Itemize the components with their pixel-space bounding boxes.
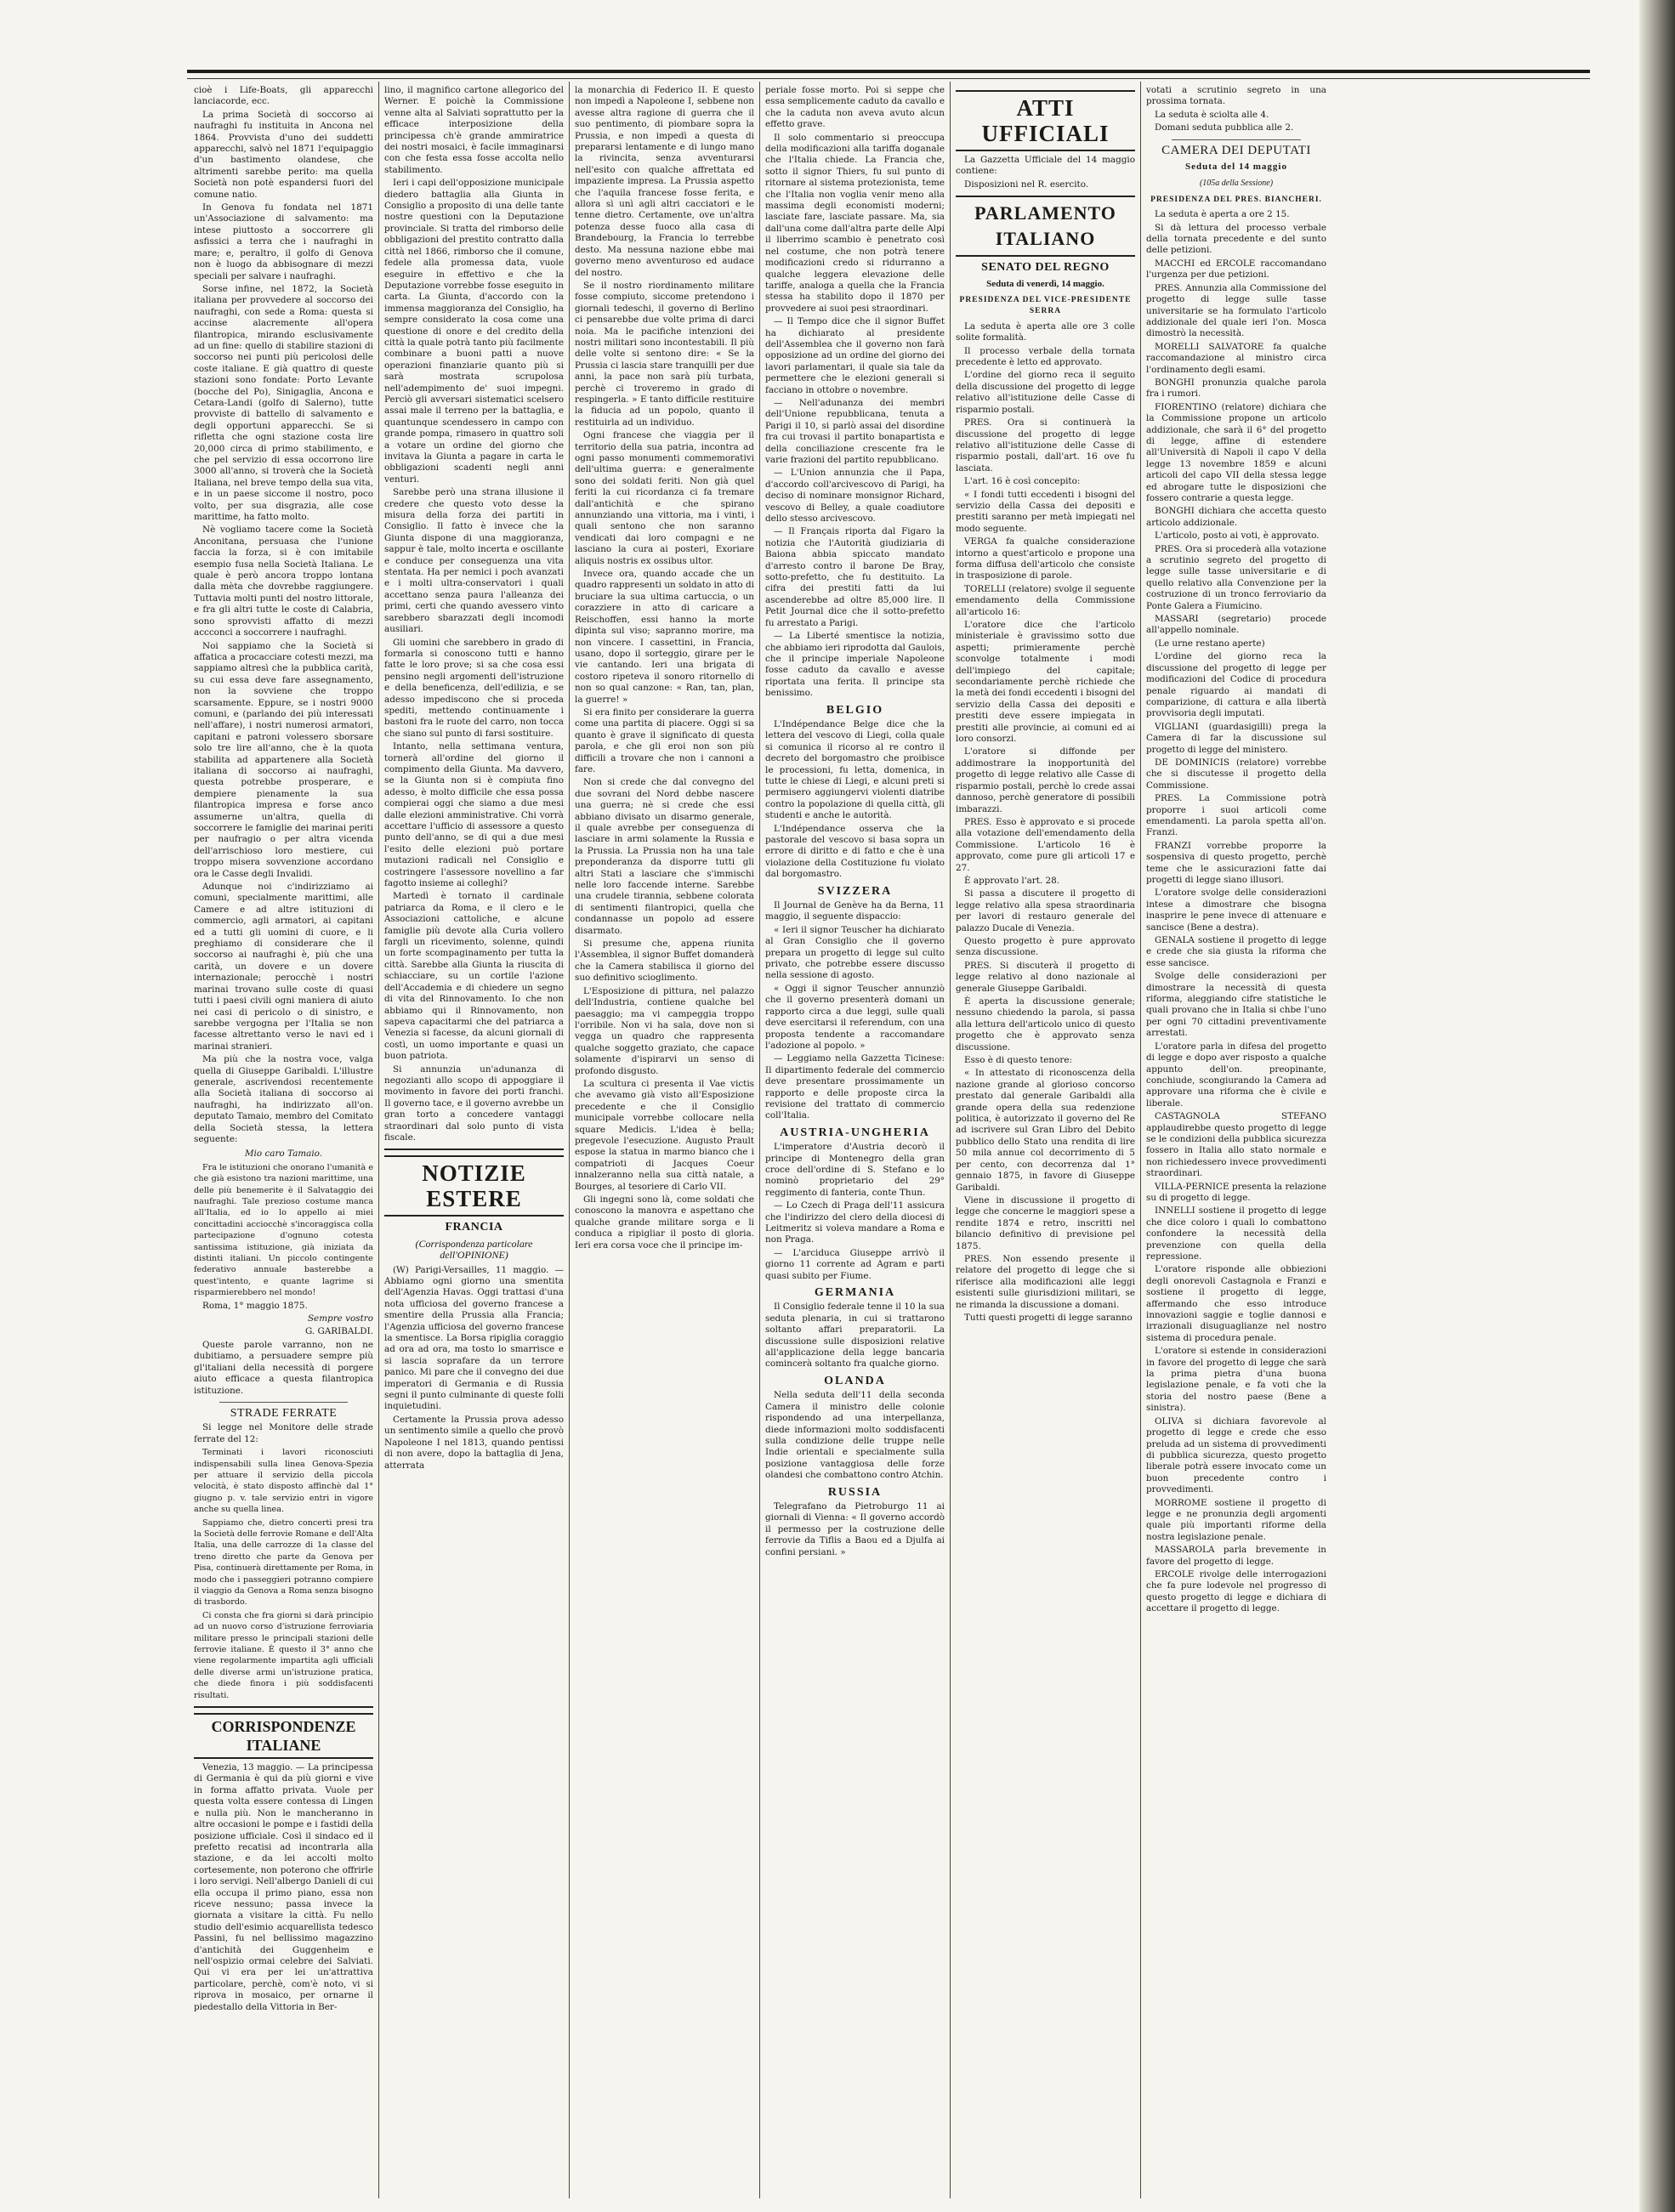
paragraph: (Le urne restano aperte) (1155, 638, 1265, 649)
paragraph: Venezia, 13 maggio. — La principessa di Germania è qui da più giorni e vive in forma affatto privata. Vuole per questa volta essere contessa di Lingen e nulla più. Non le mancheranno in altre occasioni le pompe e i fastidi della posizione ufficiale. Così il sindaco ed il prefetto recatisi ad incontrarla alla stazione, e da lei accolti molto cortesemente, non poterono che offrirle i loro servigi. Nell'albergo Danieli di cui ella occupa il primo piano, essa non riceve nessuno; passa invece la giornata a visitare la città. Fu nello studio dell'esimio acquarellista tedesco Passini, fu nel bellissimo magazzino d'antichità dei Guggenheim e nell'ospizio ormai celebre dei Salviati. Qui vi era per lei un'attrattiva particolare, perchè, com'è noto, vi si riprova in mosaico, per ornarne il piedestallo della Vittoria in Ber- (194, 1762, 373, 2012)
paragraph: Ci consta che fra giorni si darà principio ad un nuovo corso d'istruzione ferroviaria militare presso le principali stazioni delle ferrovie italiane. È questo il 3° anno che viene regolarmente impartita agli ufficiali delle diverse armi un'istruzione pratica, che diede finora i più soddisfacenti risultati. (194, 1610, 373, 1700)
paragraph: TORELLI (relatore) svolge il seguente emendamento della Commissione all'articolo 16: (956, 583, 1135, 617)
paragraph: (W) Parigi-Versailles, 11 maggio. — Abbiamo ogni giorno una smentita dell'Agenzia Havas. Oggi trattasi d'una nota ufficiosa del governo francese a smentire della Prussia alla Francia; l'Agenzia ufficiosa del governo francese la smentisce. La Borsa ripiglia coraggio ad ora ad ora, ma tosto lo smarrisce e si lascia soprafare da un terrore panico. Mi pare che il convegno dei due imperatori di Germania e di Russia segni il punto culminante di queste folli inquietudini. (384, 1264, 564, 1412)
column-4 (760, 82, 951, 2198)
paragraph: — L'Union annunzia che il Papa, d'accordo coll'arcivescovo di Parigi, ha deciso di nominare monsignor Richard, vescovo di Belley, a quale coadiutore dello stesso arcivescovo. (765, 468, 945, 525)
section-divider (384, 1149, 564, 1150)
letter-place-date: Roma, 1° maggio 1875. (202, 1300, 308, 1311)
column-3 (570, 82, 760, 2198)
paragraph: BONGHI pronunzia qualche parola fra i rumori. (1146, 377, 1326, 400)
paragraph: CASTAGNOLA STEFANO applaudirebbe questo progetto di legge se le condizioni della pubblica sicurezza fossero in Italia allo stato normale e non richiedessero invece provvedimenti straordinari. (1146, 1111, 1326, 1179)
paragraph: — Il Tempo dice che il signor Buffet ha dichiarato al presidente dell'Assemblea che il governo non farà opposizione ad un ordine del giorno dei lavori parlamentari, il quale sia tale da permettere che le elezioni generali si facciano in ottobre o novembre. (765, 316, 945, 395)
paragraph: Si passa a discutere il progetto di legge relativo alla spesa straordinaria per lavori di restauro generale del palazzo Ducale di Venezia. (956, 888, 1135, 933)
chamber-heading-camera: CAMERA DEI DEPUTATI (1161, 143, 1311, 157)
paragraph: Il Journal de Genève ha da Berna, 11 maggio, il seguente dispaccio: (765, 900, 945, 922)
paragraph: La seduta è sciolta alle 4. (1155, 109, 1269, 120)
paragraph: L'oratore dice che l'articolo ministeriale è gravissimo sotto due aspetti; primieramente perchè sconvolge totalmente i modi dell'impiego del capitale; secondariamente perchè richiede che la metà dei fondi eccedenti i bisogni del servizio della Cassa dei depositi e prestiti deve essere impiegata in prestiti alle provincie, ai comuni ed ai loro consorzi. (956, 620, 1135, 745)
sitting-date: Seduta di venerdì, 14 maggio. (986, 278, 1104, 289)
paragraph: DE DOMINICIS (relatore) vorrebbe che si discutesse il progetto della Commissione. (1146, 757, 1326, 791)
paragraph: PRES. Ora si procederà alla votazione a scrutinio segreto del progetto di legge sulle tasse universitarie e di quello relativo alla Convenzione per la costruzione di un tronco ferroviario da Ponte Galera a Fiumicino. (1146, 543, 1326, 611)
paragraph: Non si crede che dal convegno del due sovrani del Nord debbe nascere una guerra; nè si crede che essi abbiano divisato un disarmo generale, il quale avrebbe per conseguenza di lasciare in armi solamente la Russia e la Prussia. La Prussia non ha una tale preponderanza da disporre tutti gli altri Stati a lasciare che s'immischi nelle loro faccende interne. Sarebbe una crudele tirannia, sebbene colorata di sentimenti filantropici, quella che condannasse un popolo ad essere disarmato. (575, 777, 754, 936)
paragraph: GENALA sostiene il progetto di legge e crede che sia giusta la riforma che esse sancisce. (1146, 935, 1326, 968)
section-heading-corrispondenze: CORRISPONDENZE ITALIANE (194, 1713, 373, 1759)
paragraph: L'ordine del giorno reca la discussione del progetto di legge per modificazioni del Codice di procedura penale riguardo ai mandati di comparizione, di cattura e alla libertà provvisoria degli imputati. (1146, 651, 1326, 719)
paragraph: Sorse infine, nel 1872, la Società italiana per provvedere al soccorso dei naufraghi, con sede a Roma: questa si accinse alacremente all'opera filantropica, mirando esclusivamente ad un fine: quello di stabilire stazioni di soccorso nei punti più pericolosi delle coste italiane. E già quattro di queste stazioni sono fondate: Porto Levante (bocche del Po), Sinigaglia, Ancona e Cetara-Landi (golfo di Salerno), tutte provviste di battello di salvamento e degli opportuni apparecchi. Se si rifletta che ogni stazione costa lire 20,000 circa di primo stabilimento, e che pel servizio di essa occorrono lire 3000 all'anno, si troverà che la Società Italiana, nel breve tempo della sua vita, e in un paese siccome il nostro, poco volto, per sua disgrazia, alle cose marittime, ha fatto molto. (194, 283, 373, 523)
paragraph: Noi sappiamo che la Società si affatica a procacciare cotesti mezzi, ma sappiamo altresì che la pubblica carità, su cui essa deve fare assegnamento, non la sovviene che troppo scarsamente. Eppure, se i nostri 9000 comuni, e (parlando dei più interessati nell'affare), i nostri numerosi armatori, capitani e patroni volessero sborsare solo tre lire all'anno, che è la quota stabilita ad appartenere alla Società italiana di soccorso ai naufraghi, questa potrebbe prosperare, e dempiere pienamente la sua filantropica impresa e forse anco assumerne un'altra, quella di soccorrere le famiglie dei marinai periti per naufragio o per altra vicenda dell'arrischioso loro mestiere, cui troppo misera sovvenzione accordano ora le Casse degli Invalidi. (194, 640, 373, 879)
paragraph: Si dà lettura del processo verbale della tornata precedente e del sunto delle petizioni. (1146, 222, 1326, 256)
column-2 (379, 82, 570, 2198)
paragraph: « In attestato di riconoscenza della nazione grande al glorioso concorso prestato dal generale Garibaldi alla grande opera della sua redenzione politica, è autorizzato il governo del Re ad iscrivere sul Gran Libro del Debito pubblico dello Stato una rendita di lire 50 mila annue col decorrimento di 5 per cento, con decorrenza dal 1° gennaio 1875, in favore di Giuseppe Garibaldi. (956, 1068, 1135, 1193)
paragraph: Ma più che la nostra voce, valga quella di Giuseppe Garibaldi. L'illustre generale, ascrivendosi recentemente alla Società italiana di soccorso ai naufraghi, ha indirizzato all'on. deputato Tamaio, membro del Comitato della Società stessa, la lettera seguente: (194, 1054, 373, 1144)
column-1 (189, 82, 379, 2198)
paragraph: Svolge delle considerazioni per dimostrare la necessità di questa riforma, aleggiando cifre statistiche le quali provano che in Italia si chbe l'uno per ogni 70 cittadini preventivamente arrestati. (1146, 971, 1326, 1039)
paragraph: La scultura ci presenta il Vae victis che avevamo già visto all'Esposizione precedente e che il Consiglio municipale vorrebbe collocare nella square Medicis. L'idea è bella; pregevole l'esecuzione. Augusto Prault espose la statua in marmo bianco che i compatrioti di Jacques Coeur innalzeranno nella sua città natale, a Bourges, al tesoriere di Carlo VII. (575, 1078, 754, 1192)
country-heading-germania: GERMANIA (814, 1286, 896, 1300)
paragraph: Si presume che, appena riunita l'Assemblea, il signor Buffet domanderà che la Camera stabilisca il giorno del suo definitivo scioglimento. (575, 939, 754, 984)
country-heading-olanda: OLANDA (824, 1374, 886, 1387)
section-heading-atti-ufficiali: ATTI UFFICIALI (956, 90, 1135, 151)
paragraph: L'Indépendance Belge dice che la lettera del vescovo di Liegi, colla quale si comunica il ricorso al re contro il decreto del borgomastro che proibisce le processioni, fu letta, domenica, in tutte le chiese di Liegi, e alcuni preti si permisero aggiungervi violenti diatribe contro la popolazione di quella città, gli studenti e anche le autorità. (765, 718, 945, 821)
paragraph: cioè i Life-Boats, gli apparecchi lanciacorde, ecc. (194, 85, 373, 107)
country-heading-belgio: BELGIO (826, 703, 884, 717)
paragraph: PRES. Ora si continuerà la discussione del progetto di legge relativo all'istituzione delle Casse di risparmio postali, dall'art. 16 ove fu lasciata. (956, 417, 1135, 474)
paragraph: Tutti questi progetti di legge saranno (964, 1312, 1133, 1323)
page-binding-edge (1639, 0, 1675, 2212)
paragraph: Sarebbe però una strana illusione il credere che questo voto desse la misura della forza dei partiti in Consiglio. Il fatto è invece che la Giunta dispone di una maggioranza, sappur è tale, molto incerta e oscillante e conduce per conseguenza una vita stentata. Ha per nemici i poch avanzati e i molti ultra-conservatori i quali accettano senza paura l'alleanza dei primi, certi che quando avessero vinto sarebbero sbarazzati degli incomodi ausiliari. (384, 487, 564, 635)
country-heading-austria: AUSTRIA-UNGHERIA (780, 1126, 930, 1139)
paragraph: L'oratore si estende in considerazioni in favore del progetto di legge che sarà la prima pietra d'una buona legislazione penale, e fa voti che la storia del nostro paese (Bene a sinistra). (1146, 1346, 1326, 1414)
paragraph: — Nell'adunanza dei membri dell'Unione repubblicana, tenuta a Parigi il 10, si parlò assai del disordine fra cui trovasi il partito bonapartista e della conciliazione crescente fra le varie frazioni del partito repubblicano. (765, 397, 945, 465)
paragraph: Il Consiglio federale tenne il 10 la sua seduta plenaria, in cui si trattarono soltanto affari preparatorii. La discussione sulle disposizioni relative all'applicazione della legge bancaria comincerà soltanto fra qualche giorno. (765, 1302, 945, 1370)
paragraph: Gli uomini che sarebbero in grado di formarla si conoscono tutti e hanno fatte le loro prove; si sa che cosa essi pensino negli argomenti dell'istruzione e della beneficenza, dell'edilizia, e se adesso impediscono che si proceda spediti, mettendo continuamente i bastoni fra le ruote del carro, non tocca che siano sul punto di farsi sostituire. (384, 637, 564, 739)
session-note: (105a della Sessione) (1199, 179, 1274, 189)
paragraph: — L'arciduca Giuseppe arrivò il giorno 11 corrente ad Agram e parti quasi subito per Fiume. (765, 1247, 945, 1281)
section-divider (219, 1402, 348, 1403)
paragraph: « I fondi tutti eccedenti i bisogni del servizio della Cassa dei depositi e prestiti saranno per metà impiegati nel modo seguente. (956, 489, 1135, 534)
paragraph: votati a scrutinio segreto in una prossima tornata. (1146, 85, 1326, 107)
presidency-line: PRESIDENZA DEL VICE-PRESIDENTE SERRA (959, 296, 1132, 316)
paragraph: Domani seduta pubblica alle 2. (1155, 122, 1294, 133)
paragraph: PRES. Si discuterà il progetto di legge relativo al dono nazionale al generale Giuseppe Garibaldi. (956, 960, 1135, 994)
paragraph: Si annunzia un'adunanza di negozianti allo scopo di appoggiare il movimento in favore dei porti franchi. Il governo tace, e il governo avrebbe un gran torto a concedere vantaggi straordinari dal solo punto di vista fiscale. (384, 1063, 564, 1143)
paragraph: MASSAROLA parla brevemente in favore del progetto di legge. (1146, 1545, 1326, 1567)
letter-signature: G. GARIBALDI. (304, 1326, 373, 1337)
paragraph: OLIVA si dichiara favorevole al progetto di legge e crede che esso preluda ad un sistema di provvedimenti di pubblica sicurezza, questo progetto liberale potrà essere invocato come un buon precedente contro i provvedimenti. (1146, 1415, 1326, 1495)
paragraph: — Leggiamo nella Gazzetta Ticinese: Il dipartimento federale del commercio deve presentare prossimamente un rapporto e delle proposte circa la revisione del trattato di commercio coll'Italia. (765, 1053, 945, 1121)
paragraph: Ieri i capi dell'opposizione municipale diedero battaglia alla Giunta in Consiglio a proposito di una delle tante nostre questioni con la Deputazione provinciale. Si tratta del rimborso delle obbligazioni del prestito contratto dalla città nel 1866, rimborso che il comune, fedele alla promessa data, vuole eseguire in effettivo e che la Deputazione vorrebbe fosse eseguito in carta. La Giunta, d'accordo con la immensa maggioranza del Consiglio, ha sempre considerato la cosa come una questione di onore e del credito della città la quale potrà tanto più facilmente combinare a buoni patti a nuove operazioni finanziarie quanto più si sarà mostrata scrupolosa nell'adempimento de' suoi impegni. Perciò gli avversari sistematici scelsero assai male il terreno per la battaglia, e quantunque scendessero in campo con grande pompa, rimasero in quattro soli a votare un ordine del giorno che invitava la Giunta a pagare in carta le obbligazioni scadenti negli anni venturi. (384, 178, 564, 485)
paragraph: Se il nostro riordinamento militare fosse compiuto, siccome pretendono i giornali tedeschi, il governo di Berlino ci pensarebbe due volte prima di darci noia. Ma le pacifiche intenzioni dei nostri militari sono incontestabili. Il più delle volte si sentono dire: « Se la Prussia ci lascia stare tranquilli per due anni, la pace non sarà più turbata, perchè ci troveremo in grado di respingerla. » E tanto difficile restituire la fiducia ad un popolo, quanto il restituirla ad un individuo. (575, 280, 754, 428)
paragraph: ERCOLE rivolge delle interrogazioni che fa pure lodevole nel progresso di questo progetto di legge e dichiara di accettare il progetto di legge. (1146, 1568, 1326, 1614)
paragraph: Esso è di questo tenore: (964, 1055, 1072, 1066)
paragraph: L'oratore si diffonde per addimostrare la inopportunità del progetto di legge relativo alle Casse di risparmio postali, perchè lo crede assai dannoso, perchè generatore di possibili imbarazzi. (956, 746, 1135, 814)
paragraph: L'oratore risponde alle obbiezioni degli onorevoli Castagnola e Franzi e sostiene il progetto di legge, affermando che esso introduce innovazioni saggie e toglie dannosi e irrazionali disuguaglianze nel nostro sistema di procedura penale. (1146, 1264, 1326, 1343)
paragraph: « Ieri il signor Teuscher ha dichiarato al Gran Consiglio che il governo prepara un progetto di legge sul culto privato, che potrebbe essere discusso nella sessione di agosto. (765, 924, 945, 981)
paragraph: Viene in discussione il progetto di legge che concerne le maggiori spese a rendite 1874 e retro, inscritti nel bilancio definitivo di previsione pel 1875. (956, 1194, 1135, 1251)
paragraph: È approvato l'art. 28. (964, 875, 1060, 886)
paragraph: Gli ingegni sono là, come soldati che conoscono la manovra e aspettano che qualche grande militare sorga e li conduca a ripigliar il posto di gloria. Ieri era corsa voce che il principe im- (575, 1194, 754, 1251)
paragraph: Si era finito per considerare la guerra come una partita di piacere. Oggi si sa quanto è grave il significato di questa parola, e che gli eroi non son più difficili a trovare che non i cannoni a fare. (575, 706, 754, 774)
country-heading-russia: RUSSIA (827, 1485, 883, 1499)
paragraph: MORELLI SALVATORE fa qualche raccomandazione al ministro circa l'ordinamento degli esami. (1146, 341, 1326, 375)
correspondence-note: (Corrispondenza particolare dell'OPINIONE) (415, 1237, 533, 1262)
paragraph: VIGLIANI (guardasigilli) prega la Camera di far la discussione sul progetto di legge del ministero. (1146, 721, 1326, 755)
country-heading-svizzera: SVIZZERA (817, 884, 893, 898)
columns (189, 82, 1583, 2198)
paragraph: L'imperatore d'Austria decorò il principe di Montenegro della gran croce dell'ordine di S. Stefano e lo nominò proprietario del 29° reggimento di fanteria, conte Thun. (765, 1142, 945, 1198)
paragraph: PRES. Esso è approvato e si procede alla votazione dell'emendamento della Commissione. L'articolo 16 è approvato, come pure gli articoli 17 e 27. (956, 816, 1135, 873)
paragraph: Certamente la Prussia prova adesso un sentimento simile a quello che provò Napoleone I nel 1813, quando pentissi di non avere, dopo la battaglia di Jena, atterrata (384, 1414, 564, 1471)
section-divider (1172, 139, 1301, 140)
paragraph: VERGA fa qualche considerazione intorno a quest'articolo e propone una forma diffusa dell'articolo che consiste in trasposizione di parole. (956, 536, 1135, 581)
paragraph: Martedì è tornato il cardinale patriarca da Roma, e il clero e le Associazioni cattoliche, e alcune famiglie più devote alla Curia vollero fargli un ricevimento, solenne, quindi un forte scompaginamento per tutta la città. Sarebbe alla Giunta la riuscita di schiacciare, su un cortile l'azione dell'Accademia e di chiedere un segno di vita del Rinnovamento. Io che non abbiamo qui il Rinnovamento, non sapeva capacitarmi che del patriarca a Venezia si facesse, da alcuni giornali di costì, un uomo importante e quasi un buon patriota. (384, 891, 564, 1062)
paragraph: Queste parole varranno, non ne dubitiamo, a persuadere sempre più gl'italiani della necessità di porgere aiuto efficace a questa filantropica istituzione. (194, 1339, 373, 1396)
paragraph: la monarchia di Federico II. E questo non impedì a Napoleone I, sebbene non avesse altra ragione di guerra che il suo pentimento, di piombare sopra la Prussia, e non impedì a questa di prepararsi lentamente e di lungo mano la rivincita, senza avventurarsi nell'esito con qualche affrettata ed impaziente impresa. La Prussia aspetto che l'aquila francese fosse ferita, e allora sì unì agli altri cacciatori e le tenne dietro. Certamente, ove un'altra potenza desse fuoco alla casa di Brandebourg, la Francia lo terrebbe desto. Ma nessuna nazione ebbe mai governo meno avventuroso ed audace del nostro. (575, 85, 754, 278)
subsection-heading-francia: FRANCIA (445, 1221, 503, 1234)
paragraph: BONGHI dichiara che accetta questo articolo addizionale. (1146, 506, 1326, 528)
paragraph: L'oratore parla in difesa del progetto di legge e dopo aver risposto a qualche appunto dell'on. preopinante, conchiude, scongiurando la Camera ad approvare una riforma che è civile e liberale. (1146, 1041, 1326, 1109)
paragraph: Disposizioni nel R. esercito. (964, 179, 1089, 190)
paragraph: FRANZI vorrebbe proporre la sospensiva di questo progetto, perchè teme che le assicurazioni fatte dai progetti di legge siano illusori. (1146, 840, 1326, 885)
paragraph: Adunque noi c'indirizziamo ai comuni, specialmente marittimi, alle Camere e ad altre istituzioni di commercio, agli armatori, ai capitani ed a tutti gli uomini di cuore, e li preghiamo di considerare che il soccorso ai naufraghi è, più che una carità, un dovere e un dovere internazionale; perocchè i nostri marinai trovano sulle coste di quasi tutti i paesi civili ogni maniera di aiuto nei casi di pericolo o di sinistro, e sarebbe vergogna per l'Italia se non facesse altrettanto verso le navi ed i marinai stranieri. (194, 882, 373, 1052)
paragraph: INNELLI sostiene il progetto di legge che dice coloro i quali lo combattono confondere la necessità della prevenzione con quella della repressione. (1146, 1205, 1326, 1262)
paragraph: — La Liberté smentisce la notizia, che abbiamo ieri riprodotta dal Gaulois, che il principe imperiale Napoleone fosse caduto da cavallo e avesse riportata una ferita. Il principe sta benissimo. (765, 631, 945, 699)
paragraph: La prima Società di soccorso ai naufraghi fu instituita in Ancona nel 1864. Provvista d'uno dei suddetti apparecchi, salvò nel 1871 l'equipaggio d'un bastimento olandese, che altrimenti sarebbe perito: ma quella Società non potè espandersi fuori del comune natio. (194, 109, 373, 200)
section-heading-notizie-estere: NOTIZIE ESTERE (384, 1155, 564, 1217)
paragraph: Nè vogliamo tacere come la Società Anconitana, persuasa che l'unione faccia la forza, si è con imitabile esempio fusa nella Società Italiana. Le quale è però ancora troppo lontana dalla mèta che dovrebbe raggiungere. Tuttavia molti punti del nostro littorale, e fra gli altri tutte le coste di Calabria, sono sprovvisti affatto di mezzi accconci a soccorrere i naufraghi. (194, 525, 373, 638)
paragraph: FIORENTINO (relatore) dichiara che la Commissione propone un articolo addizionale, che sarà il 6° del progetto di legge, affine di estendere all'Università di Napoli il capo V della legge 13 novembre 1859 e alcuni articoli del capo VII della stessa legge ed abrogare tutte le disposizioni che fossero contrarie a questa legge. (1146, 401, 1326, 503)
paragraph: lino, il magnifico cartone allegorico del Werner. E poichè la Commissione venne alta al Salviati soprattutto per la efficace interposizione della principessa ch'è grande ammiratrice dei nostri mosaici, è facile immaginarsi con che festa essa fosse accolta nello stabilimento. (384, 85, 564, 175)
column-6 (1141, 82, 1331, 2198)
paragraph: L'ordine del giorno reca il seguito della discussione del progetto di legge relativo all'istituzione delle Casse di risparmio postali. (956, 370, 1135, 415)
paragraph: — Il Français riporta dal Figaro la notizia che l'Autorità giudiziaria di Baiona abbia spiccato mandato d'arresto contro il barone De Bray, sotto-prefetto, che fu destituito. La cifra dei prestiti fatti da lui ascenderebbe ad oltre 85,000 lire. Il Petit Journal dice che il sotto-prefetto fu arrestato a Parigi. (765, 526, 945, 628)
presidency-line: PRESIDENZA DEL PRES. BIANCHERI. (1150, 195, 1322, 204)
paragraph: Si legge nel Monitore delle strade ferrate del 12: (194, 1422, 373, 1444)
paragraph: Il processo verbale della tornata precedente è letto ed approvato. (956, 345, 1135, 368)
sitting-date: Seduta del 14 maggio (1185, 162, 1287, 173)
paragraph: periale fosse morto. Poi si seppe che essa semplicemente caduto da cavallo e che la caduta non aveva avuto alcun effetto grave. (765, 85, 945, 130)
paragraph: È aperta la discussione generale; nessuno chiedendo la parola, si passa alla lettura dell'articolo unico di questo progetto che è approvato senza discussione. (956, 996, 1135, 1052)
paragraph: PRES. Annunzia alla Commissione del progetto di legge sulle tasse universitarie se ha formulato l'articolo addizionale del quale ieri l'on. Mosca dimostrò la necessità. (1146, 282, 1326, 339)
paragraph: L'Indépendance osserva che la pastorale del vescovo si basa sopra un errore di diritto e di fatto e che è una violazione della Costituzione fu violato dal borgomastro. (765, 823, 945, 880)
paragraph: L'art. 16 è così concepito: (964, 476, 1081, 487)
letter-body: Fra le istituzioni che onorano l'umanità e che già esistono tra nazioni marittime, una delle più benemerite è il Salvataggio dei naufraghi. Tale prezioso costume manca all'Italia, ed io lo appello ai miei concittadini acciocchè s'incoraggisca colla partecipazione d'ognuno cotesta santissima istituzione, già iniziata da distinti italiani. Un piccolo contingente federativo annuale basterebbe a quest'intento, e quante lagrime si risparmierebbero nel mondo! (194, 1162, 373, 1298)
paragraph: « Oggi il signor Teuscher annunziò che il governo presenterà domani un rapporto circa a due leggi, sulle quali deve esercitarsi il referendum, con una proposta tendente a raccomandare l'adozione al popolo. » (765, 983, 945, 1051)
paragraph: Invece ora, quando accade che un quadro rappresenti un soldato in atto di bruciare la sua ultima cartuccia, o un corazziere in atto di caricare a Reischoffen, essi hanno la morte dipinta sul viso; sapranno morire, ma non vincere. I cassettini, in Francia, usano, dopo il sorteggio, girare per le vie cantando. Ieri una brigata di costoro ripeteva il sonoro ritornello di non so qual canzone: « Ran, tan, plan, la guerre! » (575, 569, 754, 705)
paragraph: La Gazzetta Ufficiale del 14 maggio contiene: (956, 155, 1135, 177)
paragraph: PRES. La Commissione potrà proporre i suoi articoli come emendamenti. La parola spetta all'on. Franzi. (1146, 793, 1326, 838)
paragraph: L'Esposizione di pittura, nel palazzo dell'Industria, contiene qualche bel paesaggio; ma vi campeggia troppo l'orribile. Non vi ha sala, dove non si vegga un quadro che rappresenta qualche soggetto graziato, che capace solamente d'ispirarvi un senso di profondo disgusto. (575, 985, 754, 1076)
masthead-rule (187, 70, 1590, 73)
paragraph: Telegrafano da Pietroburgo 11 ai giornali di Vienna: « Il governo accordò il permesso per la costruzione delle ferrovie da Tiflis a Baou ed a Djulfa ai confini persiani. » (765, 1500, 945, 1557)
paragraph: — Lo Czech di Praga dell'11 assicura che l'indirizzo del clero della diocesi di Leitmeritz si voleva mandare a Roma e non Praga. (765, 1200, 945, 1245)
paragraph: VILLA-PERNICE presenta la relazione su di progetto di legge. (1146, 1181, 1326, 1203)
paragraph: In Genova fu fondata nel 1871 un'Associazione di salvamento: ma intese piuttosto a soccorrere gli asfissici a terra che i naufraghi in mare; e, peraltro, il golfo di Genova non è luogo da abbisognare di mezzi speciali per salvare i naufraghi. (194, 202, 373, 281)
paragraph: La seduta è aperta alle ore 3 colle solite formalità. (956, 320, 1135, 343)
paragraph: MASSARI (segretario) procede all'appello nominale. (1146, 614, 1326, 636)
section-divider (194, 1706, 373, 1708)
paragraph: Sappiamo che, dietro concerti presi tra la Società delle ferrovie Romane e dell'Alta Italia, una delle carrozze di 1a classe del treno diretto che parte da Genova per Pisa, continuerà direttamente per Roma, in modo che i passeggieri potranno compiere il viaggio da Genova a Roma senza bisogno di trasbordo. (194, 1517, 373, 1608)
letter-salutation: Mio caro Tamaio. (244, 1149, 323, 1160)
paragraph: L'oratore svolge delle considerazioni intese a dimostrare che bisogna inasprire le pene invece di attenuare e sancisce (Bene a destra). (1146, 888, 1326, 933)
section-heading-strade-ferrate: STRADE FERRATE (230, 1406, 338, 1420)
paragraph: Terminati i lavori riconosciuti indispensabili sulla linea Genova-Spezia per attuare il servizio della piccola velocità, è stato disposto affinchè dal 1° giugno p. v. tale servizio entri in vigore anche su quella linea. (194, 1448, 373, 1515)
paragraph: Nella seduta dell'11 della seconda Camera il ministro delle colonie rispondendo ad una interpellanza, diede informazioni molto soddisfacenti sulla condizione delle truppe nelle Indie orientali e specialmente sulla posizione vantaggiosa delle forze olandesi che combattono contro Atchin. (765, 1390, 945, 1481)
column-5 (951, 82, 1141, 2198)
paragraph: La seduta è aperta a ore 2 15. (1155, 209, 1290, 220)
paragraph: MACCHI ed ERCOLE raccomandano l'urgenza per due petizioni. (1146, 258, 1326, 281)
paragraph: Ogni francese che viaggia per il territorio della sua patria, incontra ad ogni passo monumenti commemorativi dell'ultima guerra: e generalmente sono dei soldati feriti. Non già quel feriti la cui ricordanza ci fa tremare dall'antichità e che spirano annunziando una vittoria, ma i vinti, i quali sentono che non saranno vendicati dai loro compagni e ne lasciano la cura ai posteri, Exoriare aliquis nostris ex ossibus ultor. (575, 430, 754, 566)
chamber-heading-senato: SENATO DEL REGNO (981, 261, 1110, 275)
masthead-rule-thin (187, 78, 1590, 79)
paragraph: PRES. Non essendo presente il relatore del progetto di legge che si riferisce alla modificazioni alle leggi esistenti sulle giurisdizioni militari, se ne rimanda la discussione a domani. (956, 1253, 1135, 1310)
letter-closing: Sempre vostro (307, 1313, 373, 1324)
paragraph: Intanto, nella settimana ventura, tornerà all'ordine del giorno il compimento della Giunta. Ma davvero, se la Giunta non si è compiuta fino adesso, è molto difficile che essa possa compierai oggi che siamo a due mesi dalle elezioni amministrative. Chi vorrà accettare l'ufficio di assessore a questo punto dell'anno, se di qui a due mesi l'esito delle elezioni può portare mutazioni radicali nel Consiglio e costringere l'assessore novellino a far fagotto insieme ai colleghi? (384, 741, 564, 889)
paragraph: L'articolo, posto ai voti, è approvato. (1155, 530, 1320, 542)
paragraph: Il solo commentario si preoccupa della modificazioni alla tariffa doganale che l'Italia chiede. La Francia che, sotto il signor Thiers, fu sul punto di ritornare al sistema protezionista, teme che l'Italia non voglia venir meno alla massima degli economisti moderni; lasciate fare, lasciate passare. Ma, sia dall'una come dall'altra parte delle Alpi il liberrimo scambio è penetrato così nel costume, che non potrà tenere modificazioni credo si ridurranno a qualche leggera elevazione delle tariffe, analoga a quella che la Francia stessa ha stabilito dopo il 1870 per provvedere ai suoi pesi straordinari. (765, 132, 945, 314)
section-heading-parlamento: PARLAMENTO ITALIANO (956, 196, 1135, 257)
paragraph: Questo progetto è pure approvato senza discussione. (956, 935, 1135, 958)
paragraph: MORROME sostiene il progetto di legge e ne pronunzia degli argomenti quale più importanti riforme della nostra legislazione penale. (1146, 1497, 1326, 1542)
